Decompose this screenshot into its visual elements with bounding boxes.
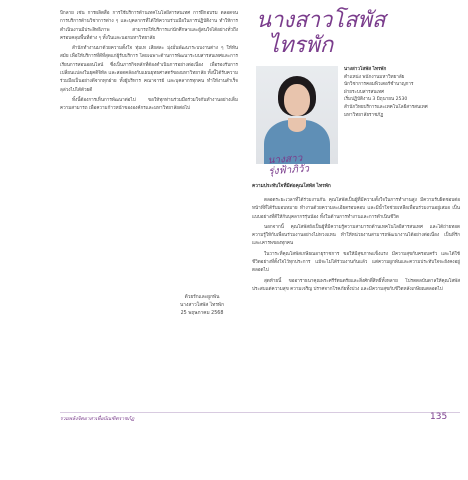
right-paragraph-1: ตลอดระยะเวลาที่ได้ร่วมงานกัน คุณโสพัสเป็นผู้ที่มีความตั้งใจในการทำงานสูง มีความรับผิดชอบต่อหน้าที่ที่ได้รับมอบหมาย ทำงานด้วยความละเอียดรอบคอบ และมีน้ำใจช่วยเหลือเพื่อนร่วมงานอยู่เสมอ เป็นแบบอย่างที่ดีให้กับบุคลากรรุ่นน้อง ทั้งในด้านการทำงานและการดำเนินชีวิต [252, 198, 460, 220]
right-paragraph-3: ในวาระที่คุณโสพัสเกษียณอายุราชการ ขอให้มีสุขภาพแข็งแรง มีความสุขกับครอบครัว และได้ใช้ชีวิตอย่างที่ตั้งใจไว้ทุกประการ แม้จะไม่ได้ร่วมงานกันแล้ว แต่ความผูกพันและความประทับใจจะยังคงอยู่ตลอดไป [252, 251, 460, 274]
page-title [256, 8, 386, 58]
signoff-name: นางสาวโสพัส ไทรพัก [180, 303, 224, 308]
portrait-photo [256, 66, 338, 164]
handwritten-signature [267, 153, 309, 178]
profile-line: สำนักวิทยบริการและเทคโนโลยีสารสนเทศ [344, 104, 428, 110]
left-paragraph-2: สำนักทำงานมาด้วยความตั้งใจ ทุ่มเท เสียสละ มุ่งมั่นพัฒนาระบบงานต่าง ๆ ให้ทันสมัย เพื่อให้บริการที่ดีที่สุดแก่ผู้รับบริการ โดยเฉพาะด้านการพัฒนาระบบสารสนเทศและการเรียนการสอนออนไลน์ ซึ่งเป็นภารกิจหลักที่ต้องดำเนินการอย่างต่อเนื่อง เพื่อรองรับการเปลี่ยนแปลงในยุคดิจิทัล และสอดคล้องกับแผนยุทธศาสตร์ของมหาวิทยาลัย ทั้งนี้ได้รับความร่วมมือเป็นอย่างดีจากทุกฝ่าย ทั้งผู้บริหาร คณาจารย์ และบุคลากรทุกคน ทำให้งานสำเร็จลุล่วงไปได้ด้วยดี [60, 46, 238, 93]
signoff-date: 25 พฤษภาคม 2568 [180, 311, 224, 316]
right-column-text [252, 182, 460, 296]
left-column-text [60, 10, 238, 116]
signature-line-1: นางสาว [267, 153, 303, 167]
profile-line: นักวิชาการคอมพิวเตอร์ชำนาญการ [344, 82, 414, 88]
profile-line: ฝ่ายระบบสารสนเทศ [344, 89, 385, 95]
profile-line: เริ่มปฏิบัติงาน 3 มิถุนายน 2530 [344, 97, 408, 103]
title-line-2: ไทรพัก [268, 33, 334, 58]
left-paragraph-3: ทั้งนี้ต้องการเห็นการพัฒนาต่อไป ขอให้ทุกท่านร่วมมือร่วมใจกันทำงานอย่างเต็มความสามารถ เพื่อความก้าวหน้าขององค์กรและมหาวิทยาลัยต่อไป [60, 97, 238, 112]
title-line-1: นางสาวโสพัส [256, 8, 386, 33]
profile-line: มหาวิทยาลัยราชภัฏ [344, 112, 384, 118]
footer-caption: รวมพลังจิตอาสาเพื่อบัณฑิตราชภัฏ [60, 416, 135, 422]
profile-line: ตำแหน่ง พนักงานมหาวิทยาลัย [344, 74, 405, 80]
signoff-block [162, 294, 242, 318]
page-number: 135 [430, 412, 448, 422]
section-heading: ความประทับใจที่มีต่อคุณโสพัส ไทรพัก [252, 184, 331, 189]
profile-name: นางสาวโสพัส ไทรพัก [344, 67, 387, 72]
footer-divider [60, 412, 460, 413]
portrait-neck [288, 118, 306, 132]
left-paragraph-1: ปีกลาย เช่น การผลิตสื่อ การใช้บริการด้านเทคโนโลยีสารสนเทศ การฝึกอบรม ตลอดจนการบริการด้านวิชาการต่าง ๆ และบุคลากรที่ได้ให้ความร่วมมือในการปฏิบัติงาน ทำให้การดำเนินงานมีประสิทธิภาพ สามารถให้บริการแก่นักศึกษาและผู้สนใจได้อย่างทั่วถึง ครอบคลุมพื้นที่ต่าง ๆ ทั้งในและนอกมหาวิทยาลัย [60, 11, 238, 41]
signoff-line-1: ด้วยรักและผูกพัน [184, 295, 220, 300]
portrait-face [284, 84, 310, 116]
profile-info [344, 66, 458, 119]
right-paragraph-4: สุดท้ายนี้ ขออาราธนาคุณพระศรีรัตนตรัยและสิ่งศักดิ์สิทธิ์ทั้งหลาย โปรดดลบันดาลให้คุณโสพัสประสบแต่ความสุข ความเจริญ ปราศจากโรคภัยทั้งปวง และมีความสุขกับชีวิตหลังเกษียณตลอดไป [252, 278, 460, 292]
right-paragraph-2: นอกจากนี้ คุณโสพัสยังเป็นผู้ที่มีความรู้ความสามารถด้านเทคโนโลยีสารสนเทศ และได้ถ่ายทอดความรู้ให้กับเพื่อนร่วมงานอย่างไม่หวงแหน ทำให้หน่วยงานสามารถพัฒนางานได้อย่างต่อเนื่อง เป็นที่รักและเคารพของทุกคน [252, 224, 460, 247]
signature-line-2: รุ่งฟ้าภิวัว [268, 163, 310, 178]
